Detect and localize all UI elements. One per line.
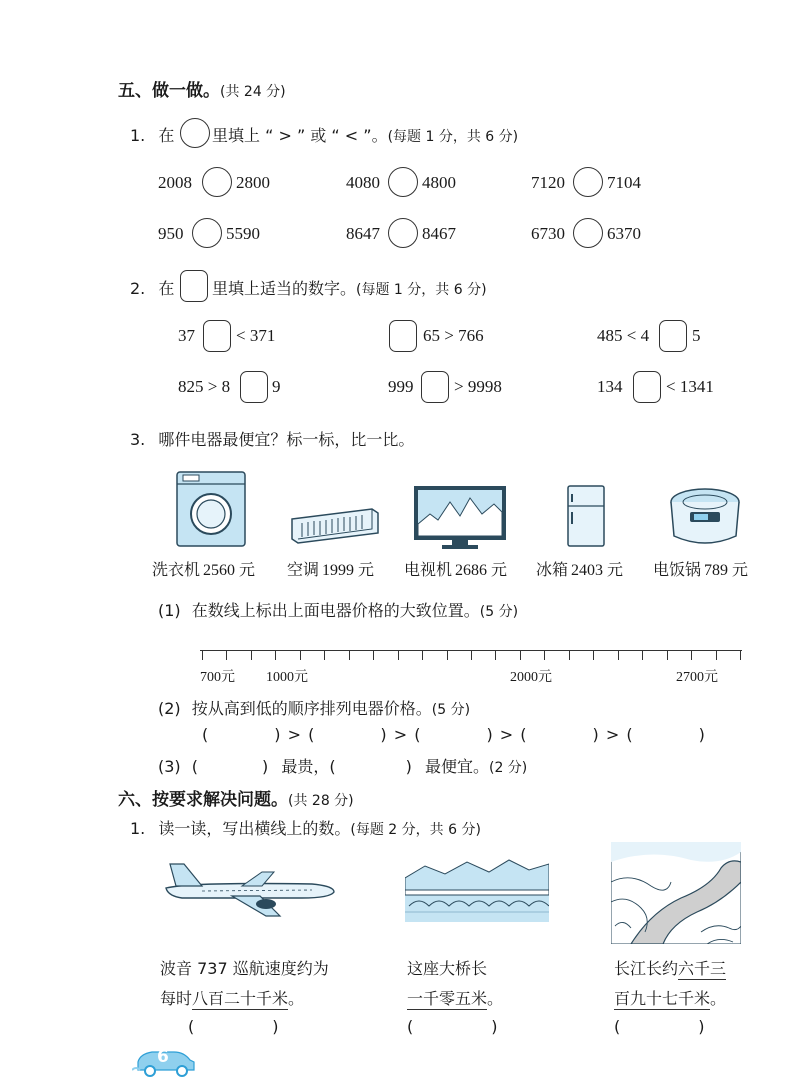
reading-item-1-line1: 波音 737 巡航速度约为 bbox=[160, 959, 329, 978]
number-line-tick bbox=[275, 650, 276, 660]
fill-box-input[interactable] bbox=[389, 320, 417, 352]
page-number: 6 bbox=[157, 1047, 169, 1067]
q2-prompt: 2. 在 bbox=[130, 279, 175, 298]
number-line-label: 1000元 bbox=[266, 670, 308, 685]
appliance-caption: 电饭锅 789 元 bbox=[653, 560, 749, 579]
number-line-tick bbox=[544, 650, 545, 660]
airplane-icon bbox=[162, 858, 338, 920]
number-line-tick bbox=[642, 650, 643, 660]
prompt-box-icon bbox=[180, 270, 208, 302]
fill-right: 9 bbox=[272, 377, 281, 396]
yangtze-river-icon bbox=[611, 842, 741, 944]
reading-item-2-line1: 这座大桥长 bbox=[407, 959, 488, 978]
s6-q1-prompt: 1. 读一读，写出横线上的数。(每题 2 分，共 6 分) bbox=[130, 819, 481, 838]
appliance-caption: 电视机 2686 元 bbox=[404, 560, 508, 579]
reading-answer-1[interactable]: ( ) bbox=[188, 1017, 279, 1036]
number-line-tick bbox=[422, 650, 423, 660]
compare-right: 6370 bbox=[607, 224, 641, 243]
prompt-circle-icon bbox=[180, 118, 210, 148]
number-line-tick bbox=[667, 650, 668, 660]
number-line-tick bbox=[398, 650, 399, 660]
appliance-caption: 冰箱 2403 元 bbox=[536, 560, 624, 579]
number-line-tick bbox=[202, 650, 203, 660]
q3-sub1: (1) 在数线上标出上面电器价格的大致位置。(5 分) bbox=[158, 601, 519, 620]
air-conditioner-icon bbox=[288, 505, 382, 547]
number-line-label: 2700元 bbox=[676, 670, 718, 685]
number-line-tick bbox=[349, 650, 350, 660]
number-line-tick bbox=[593, 650, 594, 660]
compare-left: 950 bbox=[158, 224, 184, 243]
reading-item-3-line1: 长江长约六千三 bbox=[614, 959, 727, 978]
q3-sub3: (3) ( ) 最贵，( ) 最便宜。(2 分) bbox=[158, 757, 528, 776]
number-line-tick bbox=[495, 650, 496, 660]
number-line-tick bbox=[520, 650, 521, 660]
q1-prompt-suffix: 里填上 “ > ” 或 “ < ”。(每题 1 分，共 6 分) bbox=[212, 126, 519, 145]
compare-circle-input[interactable] bbox=[573, 218, 603, 248]
reading-answer-3[interactable]: ( ) bbox=[614, 1017, 705, 1036]
number-line-tick bbox=[691, 650, 692, 660]
number-line-tick bbox=[251, 650, 252, 660]
compare-circle-input[interactable] bbox=[202, 167, 232, 197]
reading-answer-2[interactable]: ( ) bbox=[407, 1017, 498, 1036]
q1-prompt: 1. 在 bbox=[130, 126, 175, 145]
fill-box-input[interactable] bbox=[633, 371, 661, 403]
number-line-tick bbox=[300, 650, 301, 660]
fill-left: 999 bbox=[388, 377, 414, 396]
q3-sub2: (2) 按从高到低的顺序排列电器价格。(5 分) bbox=[158, 699, 471, 718]
compare-circle-input[interactable] bbox=[573, 167, 603, 197]
compare-circle-input[interactable] bbox=[192, 218, 222, 248]
number-line[interactable] bbox=[200, 650, 742, 664]
number-line-tick bbox=[447, 650, 448, 660]
compare-left: 4080 bbox=[346, 173, 380, 192]
rice-cooker-icon bbox=[668, 486, 742, 548]
compare-left: 2008 bbox=[158, 173, 192, 192]
number-line-tick bbox=[471, 650, 472, 660]
fill-right: < 371 bbox=[236, 326, 276, 345]
section6-title: 六、按要求解决问题。(共 28 分) bbox=[118, 790, 354, 810]
order-answer-line[interactable]: ( ) > ( ) > ( ) > ( ) > ( ) bbox=[202, 725, 705, 744]
fill-left: 37 bbox=[178, 326, 195, 345]
number-line-tick bbox=[373, 650, 374, 660]
refrigerator-icon bbox=[566, 484, 606, 548]
appliance-caption: 空调 1999 元 bbox=[287, 560, 375, 579]
compare-circle-input[interactable] bbox=[388, 167, 418, 197]
number-line-label: 2000元 bbox=[510, 670, 552, 685]
compare-left: 7120 bbox=[531, 173, 565, 192]
washing-machine-icon bbox=[175, 470, 247, 548]
reading-item-3-line2: 百九十七千米。 bbox=[614, 989, 727, 1008]
fill-right: > 9998 bbox=[454, 377, 502, 396]
number-line-tick bbox=[324, 650, 325, 660]
fill-left: 134 bbox=[597, 377, 623, 396]
fill-box-input[interactable] bbox=[240, 371, 268, 403]
appliance-caption: 洗衣机 2560 元 bbox=[152, 560, 256, 579]
compare-left: 6730 bbox=[531, 224, 565, 243]
compare-circle-input[interactable] bbox=[388, 218, 418, 248]
television-icon bbox=[412, 484, 508, 550]
fill-box-input[interactable] bbox=[203, 320, 231, 352]
compare-right: 5590 bbox=[226, 224, 260, 243]
fill-box-input[interactable] bbox=[659, 320, 687, 352]
compare-right: 7104 bbox=[607, 173, 641, 192]
fill-left: 485 < 4 bbox=[597, 326, 650, 345]
q2-prompt-suffix: 里填上适当的数字。(每题 1 分，共 6 分) bbox=[212, 279, 487, 298]
fill-right: < 1341 bbox=[666, 377, 714, 396]
compare-right: 2800 bbox=[236, 173, 270, 192]
bridge-icon bbox=[405, 850, 549, 922]
number-line-tick bbox=[740, 650, 741, 660]
number-line-tick bbox=[716, 650, 717, 660]
fill-left: 825 > 8 bbox=[178, 377, 231, 396]
reading-item-1-line2: 每时八百二十千米。 bbox=[160, 989, 305, 1008]
fill-right: 5 bbox=[692, 326, 701, 345]
fill-right: 65 > 766 bbox=[423, 326, 484, 345]
number-line-tick bbox=[569, 650, 570, 660]
reading-item-2-line2: 一千零五米。 bbox=[407, 989, 504, 1008]
compare-right: 8467 bbox=[422, 224, 456, 243]
number-line-tick bbox=[618, 650, 619, 660]
q3-prompt: 3. 哪件电器最便宜？标一标，比一比。 bbox=[130, 430, 415, 449]
compare-right: 4800 bbox=[422, 173, 456, 192]
fill-box-input[interactable] bbox=[421, 371, 449, 403]
number-line-label: 700元 bbox=[200, 670, 235, 685]
compare-left: 8647 bbox=[346, 224, 380, 243]
section5-title: 五、做一做。(共 24 分) bbox=[118, 81, 286, 101]
number-line-tick bbox=[226, 650, 227, 660]
